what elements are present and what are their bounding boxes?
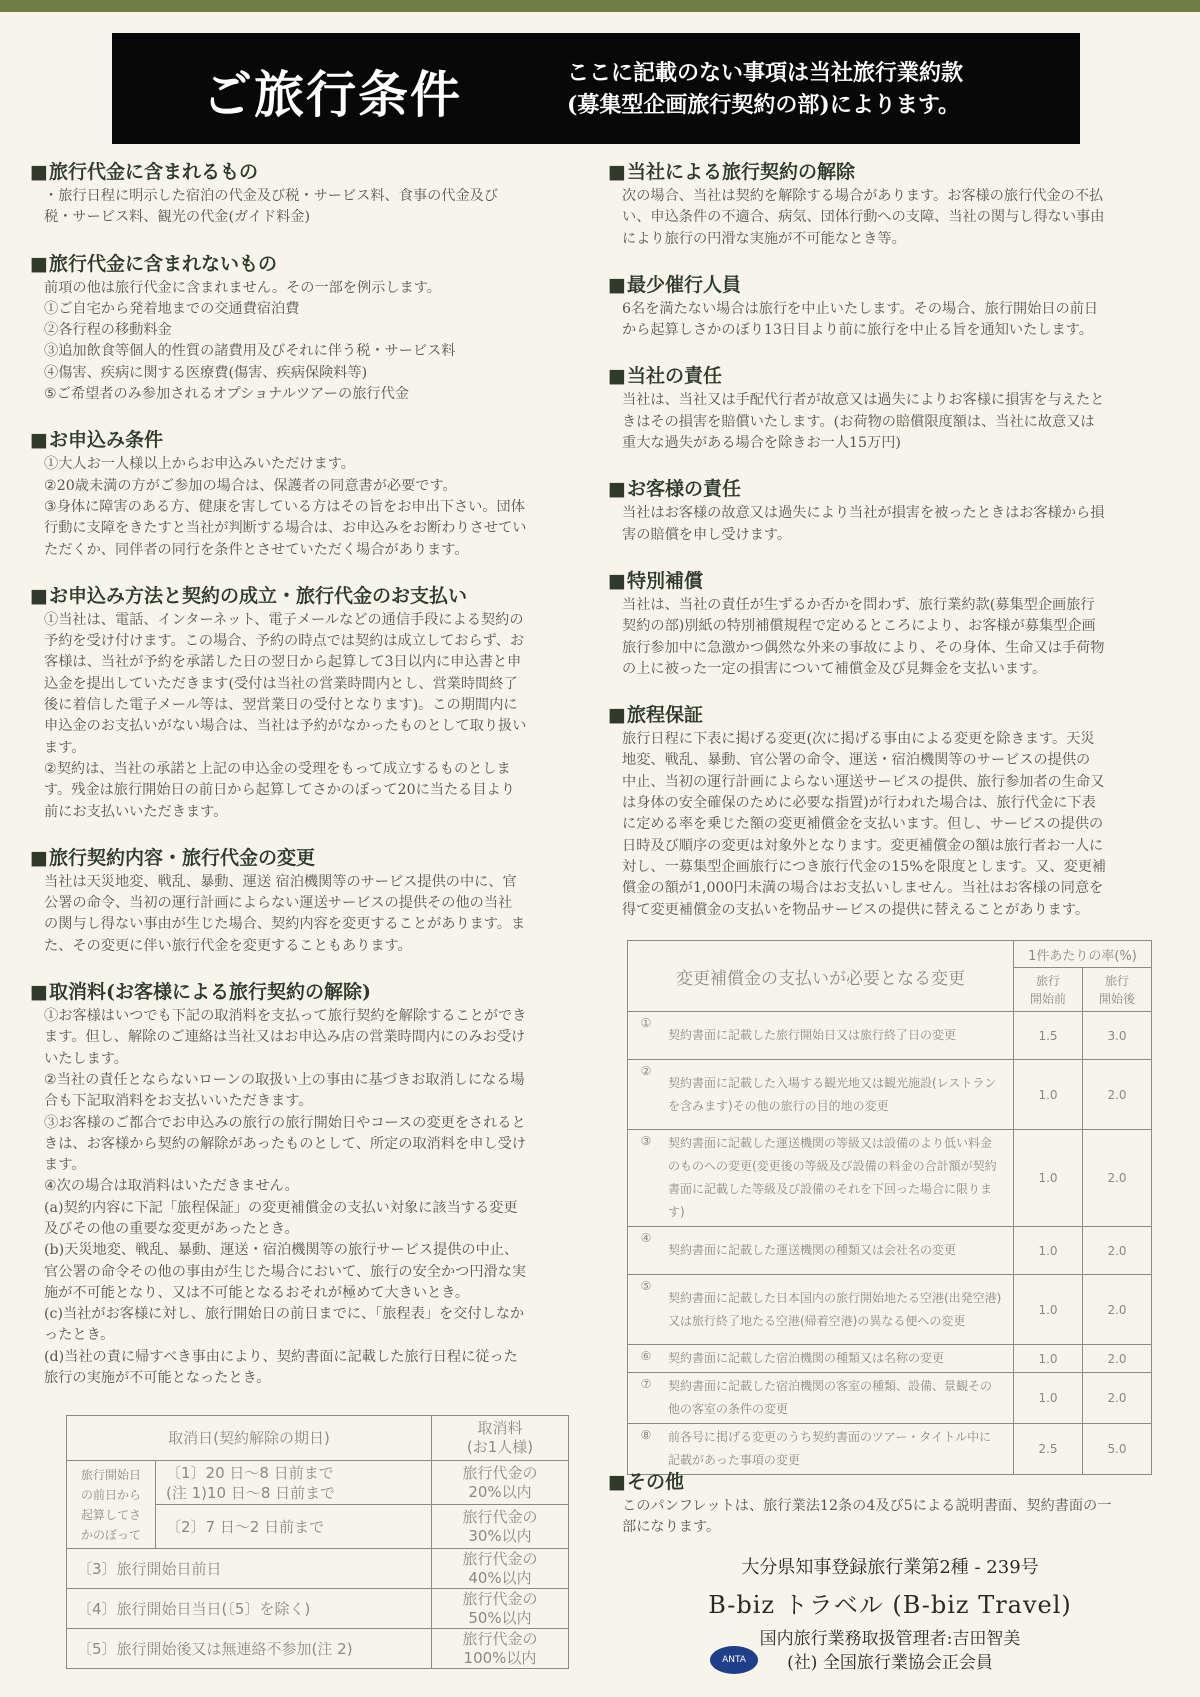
top-bar: [0, 0, 1200, 12]
row-number: ②: [628, 1060, 665, 1130]
square-bullet-icon: ■: [608, 1471, 626, 1493]
row-text: 契約書面に記載した運送機関の種類又は会社名の変更: [664, 1227, 1014, 1275]
row-text: 契約書面に記載した宿泊機関の種類又は名称の変更: [664, 1345, 1014, 1373]
row-after: 2.0: [1083, 1060, 1152, 1130]
heading-text: 最少催行人員: [626, 273, 741, 296]
page-header: [112, 33, 1080, 144]
heading-text: 当社による旅行契約の解除: [626, 161, 855, 183]
row-before: 1.5: [1014, 1012, 1083, 1060]
heading-text: その他: [626, 1471, 684, 1493]
section-special-compensation: [608, 569, 1173, 680]
fee-line2: 30%以内: [468, 1526, 532, 1545]
section-heading: [608, 364, 1173, 388]
table-row: [67, 1549, 569, 1589]
row-before: 1.0: [1014, 1227, 1083, 1275]
section-heading: [608, 569, 1173, 593]
section-body: 前項の他は旅行代金に含まれません。その一部を例示します。 ①ご自宅から発着地までの交通費宿泊費 ②各行程の移動料金 ③追加飲食等個人的性質の諸費用及びそれに伴う税・サービス料 ④傷害、疾病に関する医療費(傷害、疾病保険料等) ⑤ご希望者のみ参加されるオプショナルツアーの旅行代金: [44, 279, 456, 403]
row-text: 契約書面に記載した運送機関の等級又は設備のより低い料金のものへの変更(変更後の等級及び設備の料金の合計額が契約書面に記載した等級及び設備のそれを下回った場合に限ります): [664, 1130, 1014, 1227]
row-after: 5.0: [1083, 1424, 1152, 1475]
section-application-conditions: [30, 428, 595, 560]
row-after: 2.0: [1083, 1275, 1152, 1345]
table-row: [67, 1629, 569, 1669]
table-row: [628, 1227, 1152, 1275]
row-label: 〔5〕旅行開始後又は無連絡不参加(注 2): [67, 1629, 432, 1669]
square-bullet-icon: ■: [608, 365, 626, 388]
row-fee: [432, 1549, 569, 1589]
header-fee-line1: 取消料: [477, 1419, 523, 1437]
row-number: ①: [628, 1012, 665, 1060]
square-bullet-icon: ■: [30, 252, 48, 275]
section-contract-change: [30, 846, 595, 957]
section-body: 当社は、当社又は手配代行者が故意又は過失によりお客様に損害を与えたと きはその損害を賠償いたします。(お荷物の賠償限度額は、当社に故意又は 重大な過失がある場合を除きお一人15万円): [622, 392, 1105, 452]
registration-number: 大分県知事登録旅行業第2種 - 239号: [741, 1557, 1039, 1578]
square-bullet-icon: ■: [30, 981, 48, 1004]
section-not-included: [30, 252, 595, 406]
header-fee-line2: (お1人様): [466, 1438, 534, 1456]
row-label: [156, 1461, 432, 1505]
manager-name: 国内旅行業務取扱管理者:吉田智美: [759, 1629, 1021, 1649]
row-after: 2.0: [1083, 1373, 1152, 1424]
row-after: 3.0: [1083, 1012, 1152, 1060]
row-fee: [432, 1589, 569, 1629]
square-bullet-icon: ■: [30, 429, 48, 452]
fee-line1: 旅行代金の: [462, 1507, 538, 1526]
heading-text: 旅程保証: [626, 704, 703, 727]
square-bullet-icon: ■: [608, 478, 626, 501]
row-number: ⑧: [628, 1424, 665, 1475]
section-heading: [608, 477, 1173, 501]
section-heading: [30, 846, 595, 870]
cancellation-fee-table: [66, 1415, 569, 1669]
square-bullet-icon: ■: [30, 846, 48, 869]
table-row: [628, 1012, 1152, 1060]
label-line1: 〔1〕20 日〜8 日前まで: [166, 1463, 334, 1482]
association-membership: (社) 全国旅行業協会正会員: [787, 1653, 993, 1673]
fee-line1: 旅行代金の: [462, 1549, 538, 1568]
section-heading: [30, 980, 595, 1004]
row-fee: [432, 1461, 569, 1505]
section-heading: [30, 584, 595, 608]
section-body: 旅行日程に下表に掲げる変更(次に掲げる事由による変更を除きます。天災 地変、戦乱、暴動、官公署の命令、運送・宿泊機関等のサービスの提供の 中止、当初の運行計画によらない運送サービスの提供、旅行参加者の生命又 は身体の安全確保のために必要な指置)が行われた場合は、旅行代金に下表 に定める率を乗じた額の変更補償金を支払います。但し、サービスの提供の 日時及び順序の変更は対象外となります。変更補償金の額は旅行者お一人に 対し、一募集型企画旅行につき旅行代金の15%を限度とします。又、変更補 償金の額が1,000円未満の場合はお支払いしません。当社はお客様の同意を 得て変更補償金の支払いを物品サービスの提供に替えることがあります。: [622, 731, 1107, 918]
table-header-period: 取消日(契約解除の期日): [67, 1416, 432, 1461]
table-row: [628, 1275, 1152, 1345]
page-title: ご旅行条件: [202, 65, 462, 124]
row-text: 契約書面に記載した旅行開始日又は旅行終了日の変更: [664, 1012, 1014, 1060]
section-body: ①お客様はいつでも下記の取消料を支払って旅行契約を解除することができ ます。但し、解除のご連絡は当社又はお申込み店の営業時間内にのみお受け いたします。 ②当社の責任とならないローンの取扱い上の事由に基づきお取消しになる場 合も下記取消料をお支払いいただきます。 ③お客様のご都合でお申込みの旅行の旅行開始日やコースの変更をされると きは、お客様から契約の解除があったものとして、所定の取消料を申し受け ます。 ④次の場合は取消料はいただきません。 (a)契約内容に下記「旅程保証」の変更補償金の支払い対象に該当する変更 及びその他の重要な変更があったとき。 (b)天災地変、戦乱、暴動、運送・宿泊機関等の旅行サービス提供の中止、 官公署の命令その他の事由が生じた場合において、旅行の安全かつ円滑な実 施が不可能となり、又は不可能となるおそれが極めて大きいとき。 (c)当社がお客様に対し、旅行開始日の前日までに、「旅程表」を交付しなか ったとき。 (d)当社の責に帰すべき事由により、契約書面に記載した旅行日程に従った 旅行の実施が不可能となったとき。: [44, 1008, 527, 1387]
label-line2: (注 1)10 日〜8 日前まで: [166, 1483, 336, 1502]
fee-line2: 100%以内: [463, 1648, 537, 1667]
row-number: ④: [628, 1227, 665, 1275]
table-row: [628, 1424, 1152, 1475]
table-row: [628, 1130, 1152, 1227]
section-body: 6名を満たない場合は旅行を中止いたします。その場合、旅行開始日の前日 から起算しさかのぼり13日目より前に旅行を中止る旨を通知いたします。: [622, 300, 1099, 339]
heading-text: お客様の責任: [626, 478, 741, 501]
table-row: [628, 1345, 1152, 1373]
square-bullet-icon: ■: [608, 161, 626, 183]
left-column: [30, 160, 595, 1412]
section-body: ①大人お一人様以上からお申込みいただけます。 ②20歳未満の方がご参加の場合は、保護者の同意書が必要です。 ③身体に障害のある方、健康を害している方はその旨をお申出下さい。団体 行動に支障をきたすと当社が判断する場合は、お申込みをお断わりさせてい ただくか、同伴者の同行を条件とさせていただく場合があります。: [44, 456, 527, 558]
row-text: 契約書面に記載した日本国内の旅行開始地たる空港(出発空港)又は旅行終了地たる空港(帰着空港)の異なる便への変更: [664, 1275, 1014, 1345]
row-label: 〔2〕7 日〜2 日前まで: [156, 1505, 432, 1549]
table-header-rate: 1件あたりの率(%): [1014, 941, 1152, 968]
section-body: 当社は天災地変、戦乱、暴動、運送 宿泊機関等のサービス提供の中に、官 公署の命令、当初の運行計画によらない運送サービスの提供その他の当社 の関与し得ない事由が生じた場合、契約内容を変更することがあります。ま た、その変更に伴い旅行代金を変更することもあります。: [44, 873, 526, 954]
heading-text: お申込み方法と契約の成立・旅行代金のお支払い: [48, 584, 467, 607]
table-header-before: 旅行 開始前: [1014, 968, 1083, 1012]
row-after: 2.0: [1083, 1227, 1152, 1275]
section-company-responsibility: [608, 364, 1173, 454]
fee-line1: 旅行代金の: [462, 1463, 538, 1482]
section-minimum-participants: [608, 273, 1173, 342]
row-before: 1.0: [1014, 1275, 1083, 1345]
heading-text: 特別補償: [626, 569, 703, 592]
fee-line2: 20%以内: [468, 1482, 532, 1501]
row-fee: [432, 1505, 569, 1549]
heading-text: 旅行契約内容・旅行代金の変更: [48, 846, 315, 869]
row-after: 2.0: [1083, 1345, 1152, 1373]
section-body: 次の場合、当社は契約を解除する場合があります。お客様の旅行代金の不払 い、申込条件の不適合、病気、団体行動への支障、当社の関与し得ない事由 により旅行の円滑な実施が不可能なとき等。: [622, 188, 1105, 247]
section-body: このパンフレットは、旅行業法12条の4及び5による説明書面、契約書面の一 部になります。: [622, 1498, 1112, 1536]
row-number: ⑦: [628, 1373, 665, 1424]
section-customer-responsibility: [608, 477, 1173, 546]
row-label: 〔4〕旅行開始日当日(〔5〕を除く): [67, 1589, 432, 1629]
section-body: ・旅行日程に明示した宿泊の代金及び税・サービス料、食事の代金及び 税・サービス料、観光の代金(ガイド料金): [44, 188, 499, 226]
table-row: [628, 1060, 1152, 1130]
heading-text: お申込み条件: [48, 429, 163, 452]
section-heading: [30, 160, 595, 184]
section-heading: [30, 252, 595, 276]
right-column: [608, 160, 1173, 944]
change-compensation-table: [627, 940, 1152, 1475]
section-body: 当社はお客様の故意又は過失により当社が損害を被ったときはお客様から損 害の賠償を申し受けます。: [622, 505, 1105, 543]
section-included: [30, 160, 595, 229]
square-bullet-icon: ■: [30, 584, 48, 607]
row-text: 前各号に掲げる変更のうち契約書面のツアー・タイトル中に記載があった事項の変更: [664, 1424, 1014, 1475]
heading-text: 旅行代金に含まれるもの: [48, 161, 258, 183]
row-number: ⑤: [628, 1275, 665, 1345]
square-bullet-icon: ■: [608, 569, 626, 592]
row-label: 〔3〕旅行開始日前日: [67, 1549, 432, 1589]
header-note: [567, 57, 963, 121]
section-company-cancellation: [608, 160, 1173, 250]
header-note-line1: ここに記載のない事項は当社旅行業約款: [567, 60, 964, 86]
fee-line1: 旅行代金の: [462, 1629, 538, 1648]
section-heading: [608, 160, 1173, 184]
fee-line1: 旅行代金の: [462, 1589, 538, 1608]
table-header-fee: [432, 1416, 569, 1461]
section-heading: [608, 273, 1173, 297]
row-before: 1.0: [1014, 1373, 1083, 1424]
section-other: [608, 1470, 1173, 1539]
square-bullet-icon: ■: [30, 161, 48, 183]
row-before: 1.0: [1014, 1345, 1083, 1373]
row-fee: [432, 1629, 569, 1669]
section-heading: [30, 428, 595, 452]
row-text: 契約書面に記載した宿泊機関の客室の種類、設備、景観その他の客室の条件の変更: [664, 1373, 1014, 1424]
side-label: 旅行開始日 の前日から 起算してさ かのぼって: [67, 1461, 156, 1549]
row-text: 契約書面に記載した入場する観光地又は観光施設(レストランを含みます)その他の旅行の目的地の変更: [664, 1060, 1014, 1130]
row-number: ③: [628, 1130, 665, 1227]
fee-line2: 40%以内: [468, 1568, 532, 1587]
table-header-main: 変更補償金の支払いが必要となる変更: [628, 941, 1014, 1012]
table-row: [67, 1589, 569, 1629]
square-bullet-icon: ■: [608, 704, 626, 727]
row-before: 2.5: [1014, 1424, 1083, 1475]
section-heading: [608, 703, 1173, 727]
section-body: 当社は、当社の責任が生ずるか否かを問わず、旅行業約款(募集型企画旅行 契約の部)別紙の特別補償規程で定めるところにより、お客様が募集型企画 旅行参加中に急激かつ偶然な外来の事故により、その身体、生命又は手荷物 の上に被った一定の損害について補償金及び見舞金を支払います。: [622, 596, 1105, 677]
section-cancellation: [30, 980, 595, 1389]
section-application-method: [30, 584, 595, 823]
heading-text: 旅行代金に含まれないもの: [48, 252, 277, 275]
table-row: [67, 1461, 569, 1505]
table-row: [628, 1373, 1152, 1424]
header-note-line2: (募集型企画旅行契約の部)によります。: [567, 92, 961, 118]
table-header-after: 旅行 開始後: [1083, 968, 1152, 1012]
fee-line2: 50%以内: [468, 1608, 532, 1627]
row-number: ⑥: [628, 1345, 665, 1373]
row-before: 1.0: [1014, 1130, 1083, 1227]
row-after: 2.0: [1083, 1130, 1152, 1227]
section-heading: [608, 1470, 1173, 1494]
row-before: 1.0: [1014, 1060, 1083, 1130]
company-name: B-biz トラベル (B-biz Travel): [708, 1591, 1072, 1619]
section-body: ①当社は、電話、インターネット、電子メールなどの通信手段による契約の 予約を受け付けます。この場合、予約の時点では契約は成立しておらず、お 客様は、当社が予約を承諾した日の翌日から起算して3日以内に申込書と申 込金を提出していただきます(受付は当社の営業時間内とし、営業時間終了 後に着信した電子メール等は、翌営業日の受付となります)。この期間内に 申込金のお支払いがない場合は、当社は予約がなかったものとして取り扱い ます。 ②契約は、当社の承諾と上記の申込金の受理をもって成立するものとしま す。残金は旅行開始日の前日から起算してさかのぼって20に当たる目より 前にお支払いいただきます。: [44, 611, 527, 820]
square-bullet-icon: ■: [608, 273, 626, 296]
association-logo-icon: ANTA: [710, 1646, 758, 1674]
company-footer: [610, 1555, 1170, 1675]
heading-text: 取消料(お客様による旅行契約の解除): [48, 981, 371, 1004]
heading-text: 当社の責任: [626, 365, 722, 388]
section-itinerary-guarantee: [608, 703, 1173, 921]
